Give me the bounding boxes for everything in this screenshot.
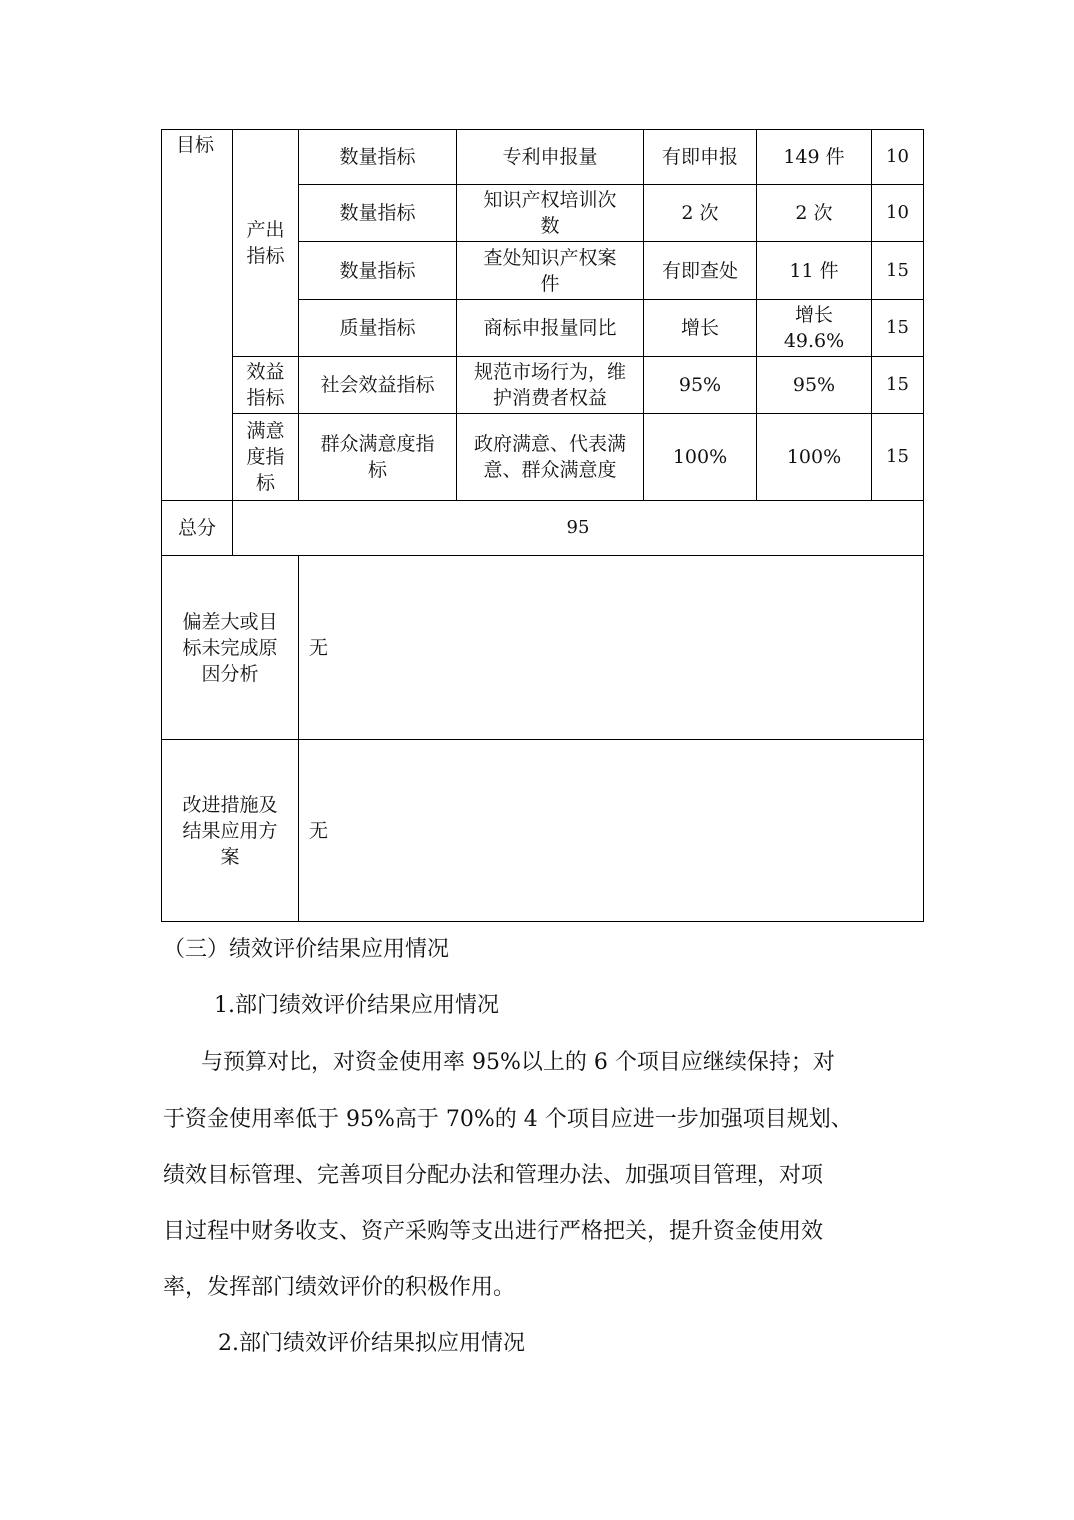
output-indicator-label: 产出 指标 xyxy=(233,130,299,357)
indicator-actual: 增长 49.6% xyxy=(757,300,872,357)
indicator-name: 专利申报量 xyxy=(457,130,644,185)
indicator-actual: 2 次 xyxy=(757,185,872,242)
sub-heading-1: 1.部门绩效评价结果应用情况 xyxy=(214,993,499,1018)
indicator-score: 15 xyxy=(872,414,924,501)
indicator-name: 知识产权培训次 数 xyxy=(457,185,644,242)
goal-label: 目标 xyxy=(162,130,233,501)
indicator-type: 数量指标 xyxy=(299,130,457,185)
indicator-type: 社会效益指标 xyxy=(299,357,457,414)
paragraph-line: 于资金使用率低于 95%高于 70%的 4 个项目应进一步加强项目规划、 xyxy=(163,1107,853,1132)
indicator-type: 群众满意度指 标 xyxy=(299,414,457,501)
indicator-type: 质量指标 xyxy=(299,300,457,357)
satisfaction-indicator-label: 满意 度指 标 xyxy=(233,414,299,501)
indicator-target: 有即查处 xyxy=(644,242,757,300)
indicator-score: 15 xyxy=(872,300,924,357)
indicator-name: 规范市场行为，维 护消费者权益 xyxy=(457,357,644,414)
indicator-target: 增长 xyxy=(644,300,757,357)
indicator-score: 10 xyxy=(872,185,924,242)
improvement-label: 改进措施及 结果应用方 案 xyxy=(162,740,299,922)
indicator-score: 10 xyxy=(872,130,924,185)
indicator-name: 查处知识产权案 件 xyxy=(457,242,644,300)
total-value: 95 xyxy=(233,501,924,556)
paragraph-line: 率，发挥部门绩效评价的积极作用。 xyxy=(163,1275,516,1300)
improvement-row xyxy=(162,740,924,922)
deviation-row xyxy=(162,556,924,740)
total-row xyxy=(162,501,924,556)
improvement-value: 无 xyxy=(299,740,924,922)
paragraph-line: 目过程中财务收支、资产采购等支出进行严格把关，提升资金使用效 xyxy=(163,1219,824,1244)
table-row xyxy=(162,357,924,414)
indicator-target: 95% xyxy=(644,357,757,414)
indicator-name: 商标申报量同比 xyxy=(457,300,644,357)
indicator-actual: 95% xyxy=(757,357,872,414)
indicator-score: 15 xyxy=(872,357,924,414)
indicator-type: 数量指标 xyxy=(299,242,457,300)
sub-heading-2: 2.部门绩效评价结果拟应用情况 xyxy=(218,1331,525,1356)
indicator-actual: 100% xyxy=(757,414,872,501)
total-label: 总分 xyxy=(162,501,233,556)
indicator-target: 有即申报 xyxy=(644,130,757,185)
indicator-target: 100% xyxy=(644,414,757,501)
table-row xyxy=(162,414,924,501)
table-row xyxy=(162,130,924,185)
indicator-target: 2 次 xyxy=(644,185,757,242)
indicator-actual: 149 件 xyxy=(757,130,872,185)
performance-table xyxy=(161,129,924,922)
indicator-score: 15 xyxy=(872,242,924,300)
indicator-actual: 11 件 xyxy=(757,242,872,300)
deviation-value: 无 xyxy=(299,556,924,740)
paragraph-line: 与预算对比，对资金使用率 95%以上的 6 个项目应继续保持；对 xyxy=(201,1050,835,1075)
benefit-indicator-label: 效益 指标 xyxy=(233,357,299,414)
indicator-type: 数量指标 xyxy=(299,185,457,242)
section-heading: （三）绩效评价结果应用情况 xyxy=(163,937,450,962)
indicator-name: 政府满意、代表满 意、群众满意度 xyxy=(457,414,644,501)
paragraph-line: 绩效目标管理、完善项目分配办法和管理办法、加强项目管理，对项 xyxy=(163,1163,824,1188)
deviation-label: 偏差大或目 标未完成原 因分析 xyxy=(162,556,299,740)
